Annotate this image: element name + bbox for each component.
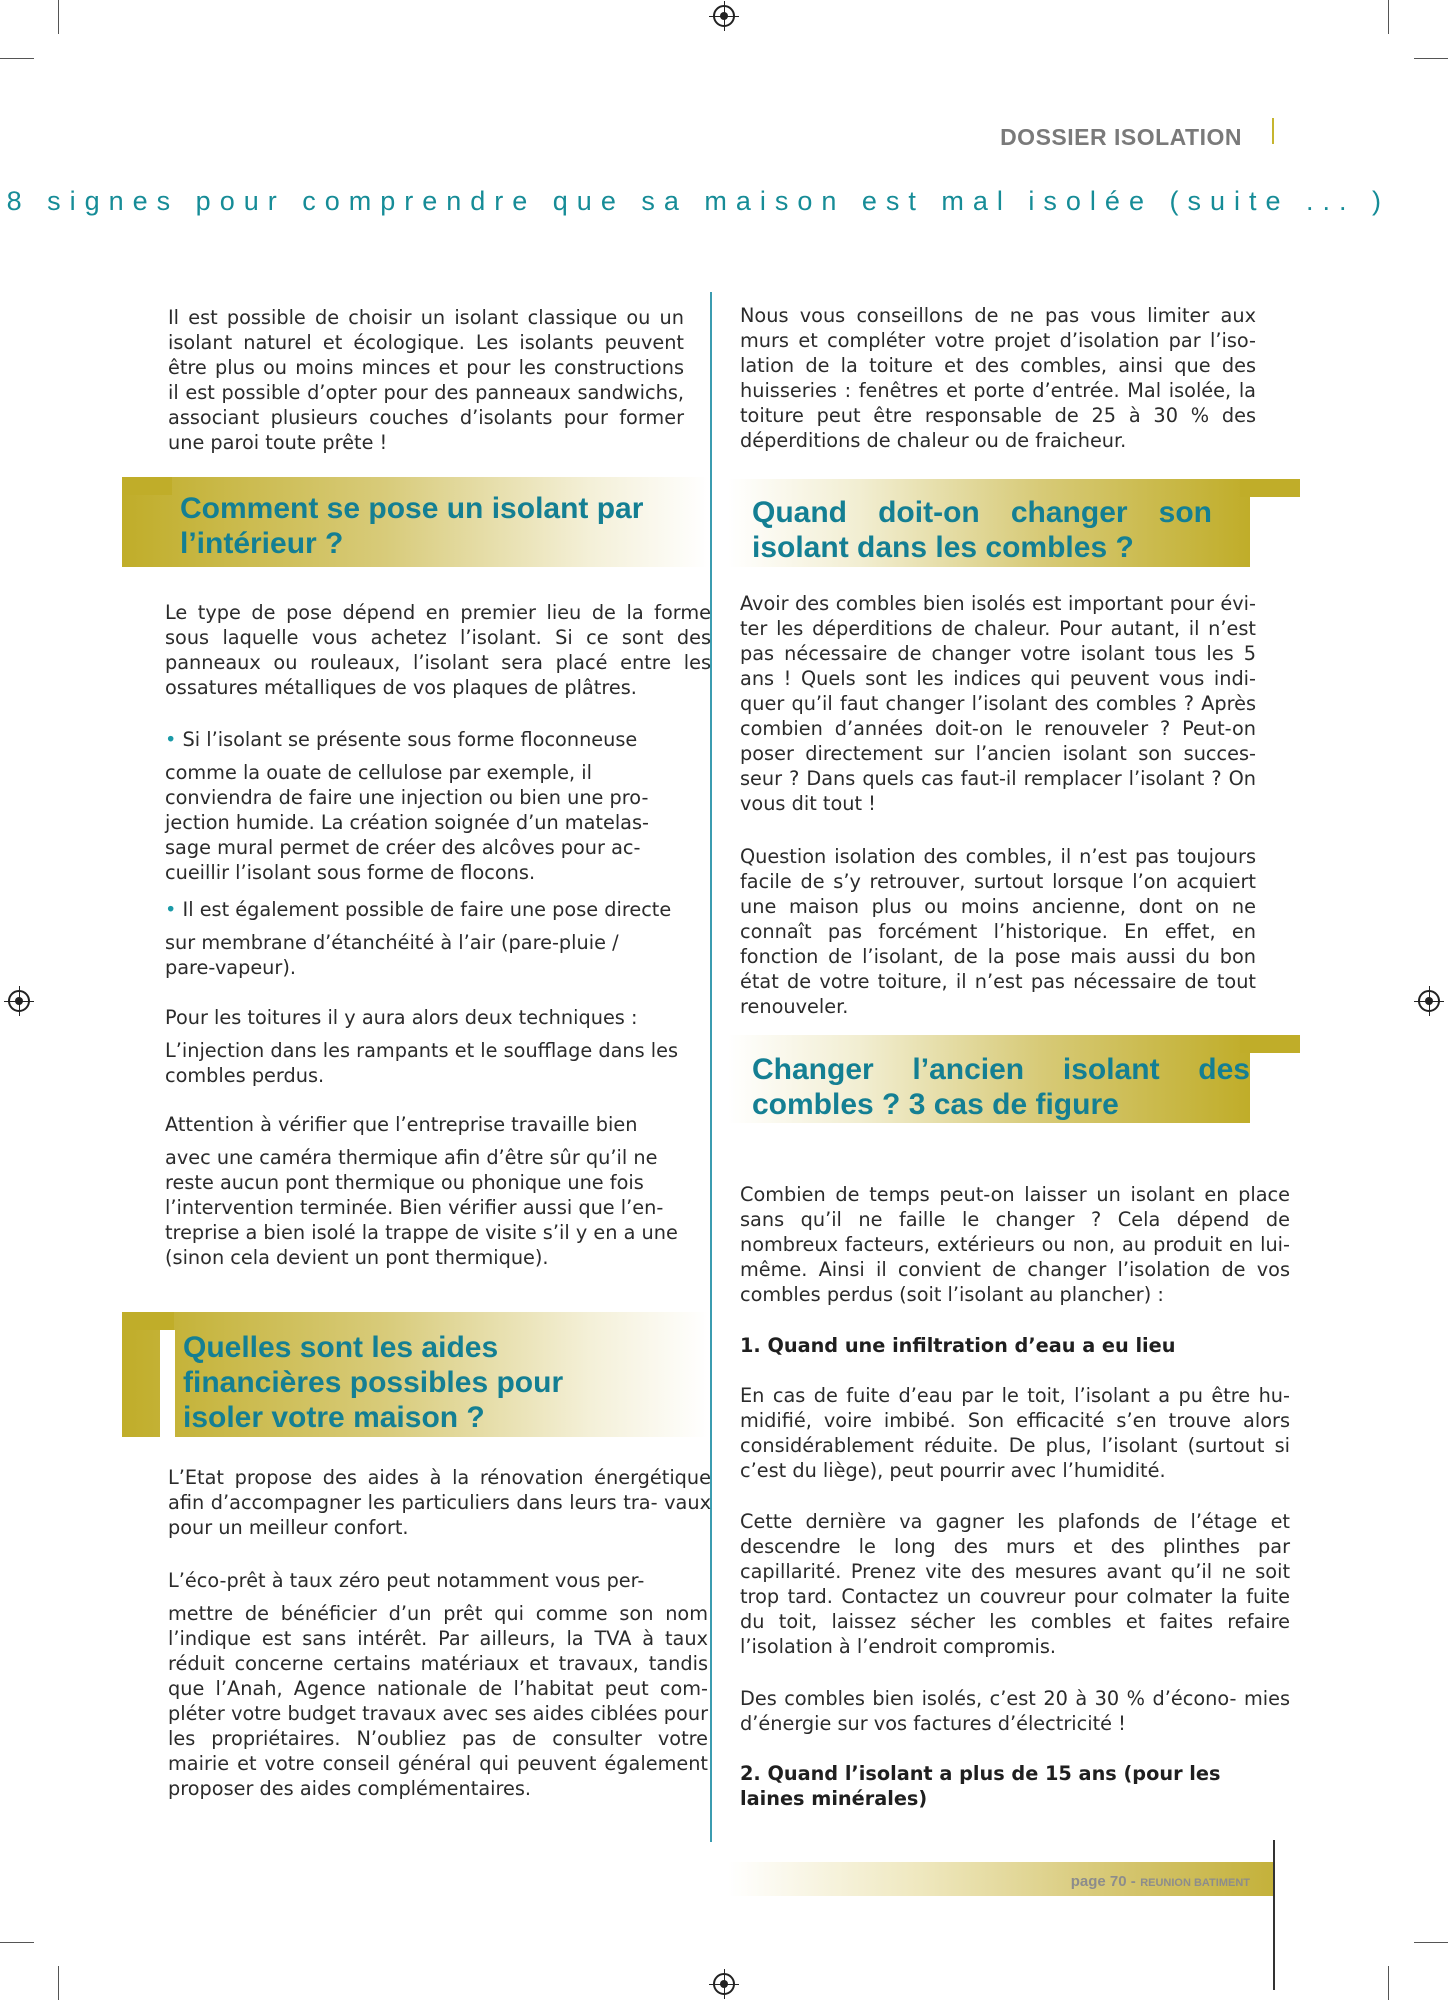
crop-mark (1414, 1942, 1448, 1943)
crop-mark (1388, 0, 1389, 34)
crop-mark (58, 0, 59, 34)
page-footer (1030, 1873, 1250, 1891)
bullet-marker: • (165, 898, 177, 921)
crop-mark (1388, 1966, 1389, 2000)
bullet-2-continuation: sur membrane d’étanchéité à l’air (pare-pluie / pare-vapeur). (165, 931, 619, 979)
crop-mark (58, 1966, 59, 2000)
running-title-bar (1272, 118, 1274, 144)
toitures-continuation: L’injection dans les rampants et le soufflage dans les combles perdus. (165, 1039, 679, 1087)
heading-changer: Changer l’ancien isolant des combles ? 3 cas de figure (752, 1053, 1250, 1121)
registration-target-icon (1418, 990, 1440, 1012)
crop-mark (1414, 58, 1448, 59)
case-1-paragraph-3: Des combles bien isolés, c’est 20 à 30 % d’écono- mies d’énergie sur vos factures d’électricité ! (740, 1687, 1290, 1735)
quand-paragraph-1: Avoir des combles bien isolés est important pour évi- ter les déperditions de chaleur. Pour autant, il n’est pas nécessaire de changer votre isolant tous les 5 ans ! Quels sont les indices qui peuvent vous indi- quer qu’il faut changer l’isolant des combles ? Après combien d’années doit-on le renouveler ? Peut-on poser directement sur l’ancien isolant son succes- seur ? Dans quels cas faut-il remplacer l’isolant ? On vous dit tout ! (740, 592, 1256, 815)
column-divider (710, 292, 712, 1842)
footer-rule (1273, 1840, 1275, 1990)
bullet-1 (165, 727, 695, 752)
bullet-1-continuation: comme la ouate de cellulose par exemple, il conviendra de faire une injection ou bien une pro- jection humide. La création soignée d’un matelas- sage mural permet de créer des alcôves pour ac- cueillir l’isolant sous forme de flocons. (165, 761, 649, 884)
page-number: page 70 - (1070, 1873, 1136, 1890)
bullet-1-text: Si l’isolant se présente sous forme floconneuse (182, 728, 638, 751)
quand-paragraph-2: Question isolation des combles, il n’est pas toujours facile de s’y retrouver, surtout lorsque l’on acquiert une maison plus ou moins ancienne, dont on ne connaît pas forcément l’historique. En effet, en fonction de l’isolant, de la pose mais aussi du bon état de votre toiture, il n’est pas nécessaire de tout renouveler. (740, 845, 1256, 1018)
crop-mark (0, 1942, 34, 1943)
attention-line: Attention à vérifier que l’entreprise travaille bien (165, 1113, 638, 1136)
crop-mark (0, 58, 34, 59)
case-1-title: 1. Quand une infiltration d’eau a eu lieu (740, 1334, 1176, 1357)
registration-target-icon (713, 1973, 735, 1995)
left-intro-paragraph: Il est possible de choisir un isolant classique ou un isolant naturel et écologique. Les isolants peuvent être plus ou moins minces et pour les constructions il est possible d’opter pour des panneaux sandwichs, associant plusieurs couches d’isolants pour former une paroi toute prête ! (168, 306, 684, 454)
heading-aides: Quelles sont les aides financières possibles pour isoler votre maison ? (183, 1331, 564, 1434)
case-1-paragraph-2: Cette dernière va gagner les plafonds de l’étage et descendre le long des murs et des plinthes par capillarité. Prenez vite des mesures avant qu’il ne soit trop tard. Contactez un couvreur pour colmater la fuite du toit, laissez sécher les combles et faites refaire l’isolation à l’endroit compromis. (740, 1510, 1290, 1658)
heading-band-accent (122, 1312, 174, 1330)
registration-target-icon (713, 5, 735, 27)
right-intro-paragraph: Nous vous conseillons de ne pas vous limiter aux murs et compléter votre projet d’isolation par l’iso- lation de la toiture et des combles, ainsi que des huisseries : fenêtres et porte d’entrée. Mal isolée, la toiture peut être responsable de 25 à 30 % des déperditions de chaleur ou de fraicheur. (740, 304, 1256, 452)
registration-target-icon (8, 990, 30, 1012)
changer-paragraph: Combien de temps peut-on laisser un isolant en place sans qu’il ne faille le changer ? Cela dépend de nombreux facteurs, extérieurs ou non, au produit en lui-même. Ainsi il convient de changer l’isolation de vos combles perdus (soit l’isolant au plancher) : (740, 1183, 1290, 1306)
aides-continuation: mettre de bénéficier d’un prêt qui comme son nom l’indique est sans intérêt. Par ailleurs, la TVA à taux réduit concerne certains matériaux et travaux, tandis que l’Anah, Agence nationale de l’habitat peut com- pléter votre budget travaux avec ses aides ciblées pour les propriétaires. N’oubliez pas de consulter votre mairie et votre conseil général qui peuvent également proposer des aides complémentaires. (168, 1602, 708, 1800)
heading-band-accent (122, 477, 172, 495)
aides-line: L’éco-prêt à taux zéro peut notamment vous per- (168, 1569, 645, 1592)
toitures-line: Pour les toitures il y aura alors deux techniques : (165, 1006, 638, 1029)
attention-continuation: avec une caméra thermique afin d’être sûr qu’il ne reste aucun pont thermique ou phonique une fois l’intervention terminée. Bien vérifier aussi que l’en- treprise a bien isolé la trappe de visite s’il y en a une (sinon cela devient un pont thermique). (165, 1146, 678, 1269)
heading-pose: Comment se pose un isolant par l’intérieur ? (180, 492, 644, 560)
heading-band-accent (1240, 1035, 1300, 1053)
aides-paragraph-1: L’Etat propose des aides à la rénovation énergétique afin d’accompagner les particuliers dans leurs tra- vaux pour un meilleur confort. (168, 1466, 711, 1539)
bullet-marker: • (165, 728, 177, 751)
bullet-2 (165, 897, 710, 922)
heading-quand: Quand doit-on changer son isolant dans les combles ? (752, 496, 1212, 564)
bullet-2-text: Il est également possible de faire une pose directe (182, 898, 672, 921)
heading-band-accent (1240, 479, 1300, 497)
case-1-paragraph-1: En cas de fuite d’eau par le toit, l’isolant a pu être hu- midifié, voire imbibé. Son efficacité s’en trouve alors considérablement réduite. De plus, l’isolant (surtout si c’est du liège), peut pourrir avec l’humidité. (740, 1384, 1290, 1482)
publication-name: REUNION BATIMENT (1140, 1877, 1250, 1889)
pose-paragraph: Le type de pose dépend en premier lieu de la forme sous laquelle vous achetez l’isolant. Si ce sont des panneaux ou rouleaux, l’isolant sera placé entre les ossatures métalliques de vos plaques de plâtres. (165, 601, 711, 699)
page-subtitle: 8 signes pour comprendre que sa maison est mal isolée (suite ... ) (6, 186, 1390, 216)
running-title: DOSSIER ISOLATION (1000, 124, 1242, 150)
case-2-title: 2. Quand l’isolant a plus de 15 ans (pour les laines minérales) (740, 1762, 1221, 1810)
heading-band-shade (160, 1330, 175, 1437)
